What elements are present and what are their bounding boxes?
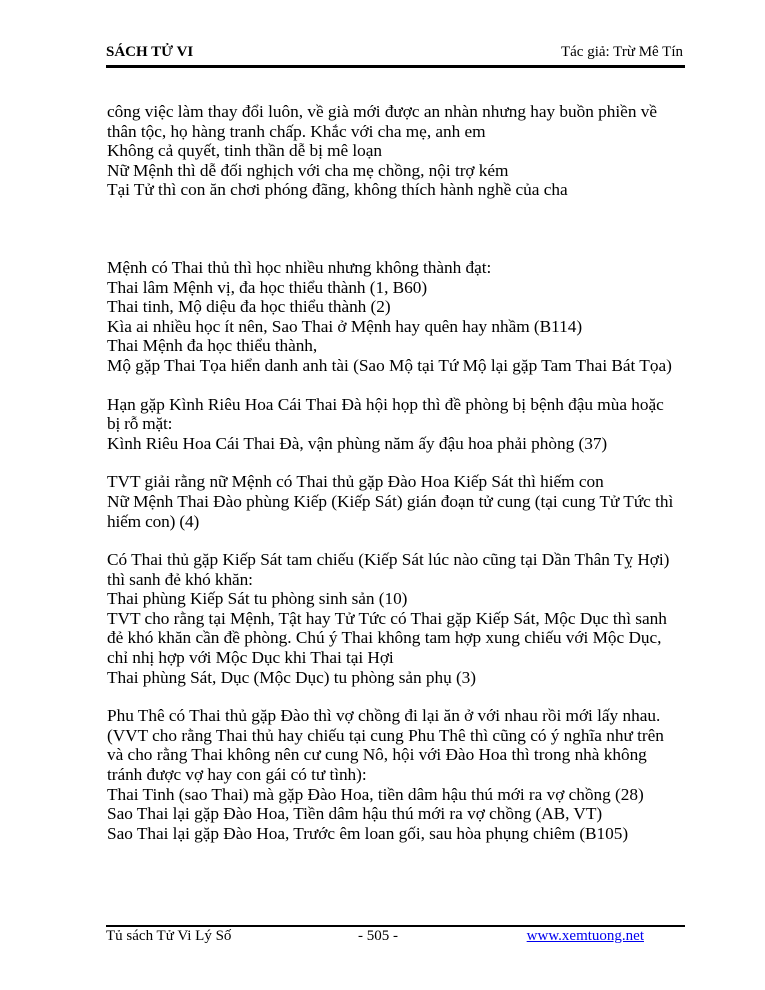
text-line: Thai Tinh (sao Thai) mà gặp Đào Hoa, tiền dâm hậu thú mới ra vợ chồng (28) (107, 784, 644, 804)
text-line: và cho rằng Thai không nên cư cung Nô, hội với Đào Hoa thì trong nhà không (107, 745, 647, 765)
series-name: Tủ sách Tử Vi Lý Số (106, 928, 232, 944)
text-line: Nữ Mệnh Thai Đào phùng Kiếp (Kiếp Sát) gián đoạn tử cung (tại cung Tử Tức thì (107, 491, 674, 511)
text-line: công việc làm thay đổi luôn, về già mới được an nhàn nhưng hay buồn phiền về (107, 102, 657, 121)
page-body (107, 102, 687, 843)
paragraph (107, 472, 687, 531)
text-line: Thai phùng Sát, Dục (Mộc Dục) tu phòng sản phụ (3) (107, 667, 476, 687)
text-line: đẻ khó khăn cần đề phòng. Chú ý Thai không tam hợp xung chiếu với Mộc Dục, (107, 628, 662, 648)
text-line: hiếm con) (4) (107, 511, 200, 531)
paragraph (107, 258, 687, 376)
paragraph (107, 706, 687, 843)
text-line: Thai Mệnh đa học thiểu thành, (107, 336, 318, 356)
text-line: thân tộc, họ hàng tranh chấp. Khắc với cha mẹ, anh em (107, 121, 486, 141)
author-credit: Tác giả: Trừ Mê Tín (560, 44, 683, 60)
page-header (106, 44, 685, 66)
text-line: Thai phùng Kiếp Sát tu phòng sinh sản (10) (107, 589, 408, 609)
page-number: - 505 - (358, 928, 398, 944)
website-link[interactable]: www.xemtuong.net (526, 928, 644, 944)
text-line: TVT giải rằng nữ Mệnh có Thai thủ gặp Đào Hoa Kiếp Sát thì hiếm con (107, 472, 604, 492)
text-line: Có Thai thủ gặp Kiếp Sát tam chiếu (Kiếp Sát lúc nào cũng tại Dần Thân Tỵ Hợi) (107, 550, 670, 570)
text-line: Nữ Mệnh thì dễ đối nghịch với cha mẹ chồng, nội trợ kém (107, 160, 509, 180)
book-title: SÁCH TỬ VI (106, 44, 194, 60)
text-line: chỉ nhị hợp với Mộc Dục khi Thai tại Hợi (107, 648, 394, 668)
text-line: Sao Thai lại gặp Đào Hoa, Trước êm loan gối, sau hòa phụng chiêm (B105) (107, 823, 629, 843)
footer-rule (106, 925, 685, 927)
text-line: bị rỗ mặt: (107, 414, 173, 434)
text-line: Hạn gặp Kình Riêu Hoa Cái Thai Đà hội họp thì đề phòng bị bệnh đậu mùa hoặc (107, 394, 664, 414)
text-line: Không cả quyết, tinh thần dễ bị mê loạn (107, 141, 382, 161)
text-line: Mệnh có Thai thủ thì học nhiều nhưng không thành đạt: (107, 257, 492, 277)
page-footer (106, 928, 685, 950)
text-line: TVT cho rằng tại Mệnh, Tật hay Tử Tức có Thai gặp Kiếp Sát, Mộc Dục thì sanh (107, 608, 667, 628)
text-line: (VVT cho rằng Thai thủ hay chiếu tại cung Phu Thê thì cũng có ý nghĩa như trên (107, 725, 664, 745)
text-line: Thai tinh, Mộ diệu đa học thiểu thành (2) (107, 297, 391, 317)
text-line: Phu Thê có Thai thủ gặp Đào thì vợ chồng đi lại ăn ở với nhau rồi mới lấy nhau. (107, 706, 661, 726)
text-line: Mộ gặp Thai Tọa hiển danh anh tài (Sao Mộ tại Tứ Mộ lại gặp Tam Thai Bát Tọa) (107, 355, 672, 375)
header-rule (106, 65, 685, 68)
text-line: Kình Riêu Hoa Cái Thai Đà, vận phùng năm ấy đậu hoa phải phòng (37) (107, 433, 608, 453)
paragraph (107, 550, 687, 687)
text-line: Thai lâm Mệnh vị, đa học thiểu thành (1, B60) (107, 277, 428, 297)
text-line: tránh được vợ hay con gái có tư tình): (107, 765, 367, 785)
paragraph (107, 395, 687, 454)
text-line: Kìa ai nhiều học ít nên, Sao Thai ở Mệnh hay quên hay nhầm (B114) (107, 316, 583, 336)
paragraph (107, 102, 687, 200)
text-line: Sao Thai lại gặp Đào Hoa, Tiền dâm hậu thú mới ra vợ chồng (AB, VT) (107, 804, 603, 824)
text-line: thì sanh đẻ khó khăn: (107, 569, 253, 589)
text-line: Tại Tử thì con ăn chơi phóng đãng, không thích hành nghề của cha (107, 180, 568, 200)
